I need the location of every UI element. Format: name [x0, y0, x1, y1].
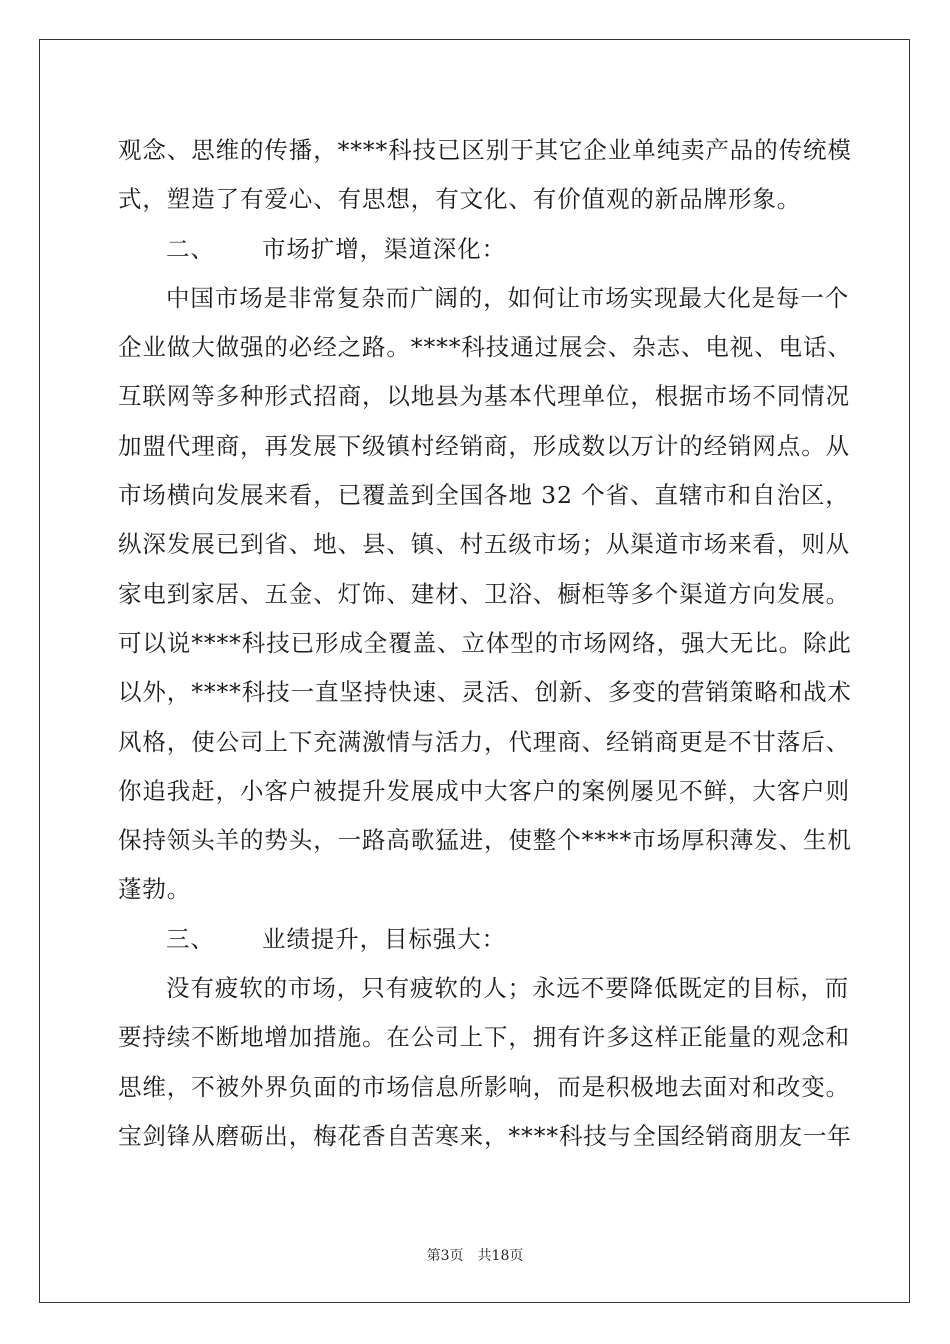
paragraph-line: 宝剑锋从磨砺出，梅花香自苦寒来，****科技与全国经销商朋友一年: [118, 1121, 852, 1150]
paragraph-line: 没有疲软的市场，只有疲软的人；永远不要降低既定的目标，而: [166, 974, 850, 1003]
paragraph-line: 市场横向发展来看，已覆盖到全国各地 32 个省、直辖市和自治区，: [118, 481, 850, 510]
paragraph-line: 纵深发展已到省、地、县、镇、村五级市场；从渠道市场来看，则从: [118, 530, 850, 559]
paragraph-line: 蓬勃。: [118, 875, 192, 904]
paragraph-line: 观念、思维的传播，****科技已区别于其它企业单纯卖产品的传统模: [118, 136, 852, 164]
paragraph-line: 式，塑造了有爱心、有思想，有文化、有价值观的新品牌形象。: [118, 185, 802, 214]
paragraph-line: 可以说****科技已形成全覆盖、立体型的市场网络，强大无比。除此: [118, 628, 852, 657]
paragraph-line: 风格，使公司上下充满激情与活力，代理商、经销商更是不甘落后、: [118, 727, 850, 756]
page-number: 第3页: [426, 1248, 464, 1264]
paragraph-line: 以外，****科技一直坚持快速、灵活、创新、多变的营销策略和战术: [118, 678, 852, 707]
paragraph-line: 保持领头羊的势头，一路高歌猛进，使整个****市场厚积薄发、生机: [118, 826, 852, 855]
paragraph-line: 加盟代理商，再发展下级镇村经销商，形成数以万计的经销网点。从: [118, 431, 850, 460]
page-footer: [0, 1245, 950, 1265]
section-heading-3: [118, 915, 838, 964]
paragraph-line: 互联网等多种形式招商，以地县为基本代理单位，根据市场不同情况: [118, 382, 850, 411]
section-heading-2: [118, 225, 838, 274]
section-number: 二、: [166, 234, 215, 263]
paragraph-line: 你追我赶，小客户被提升发展成中大客户的案例屡见不鲜，大客户则: [118, 776, 850, 805]
paragraph-line: 中国市场是非常复杂而广阔的，如何让市场实现最大化是每一个: [166, 283, 850, 312]
section-number: 三、: [166, 924, 215, 953]
section-title: 业绩提升，目标强大：: [262, 924, 506, 953]
paragraph-line: 思维，不被外界负面的市场信息所影响，而是积极地去面对和改变。: [118, 1072, 850, 1101]
paragraph-line: 企业做大做强的必经之路。****科技通过展会、杂志、电视、电话、: [118, 333, 852, 362]
paragraph-line: 家电到家居、五金、灯饰、建材、卫浴、橱柜等多个渠道方向发展。: [118, 579, 850, 608]
paragraph-line: 要持续不断地增加措施。在公司上下，拥有许多这样正能量的观念和: [118, 1023, 850, 1052]
document-body: [118, 126, 852, 1161]
section-title: 市场扩增，渠道深化：: [262, 234, 506, 263]
page-total: 共18页: [477, 1248, 524, 1264]
